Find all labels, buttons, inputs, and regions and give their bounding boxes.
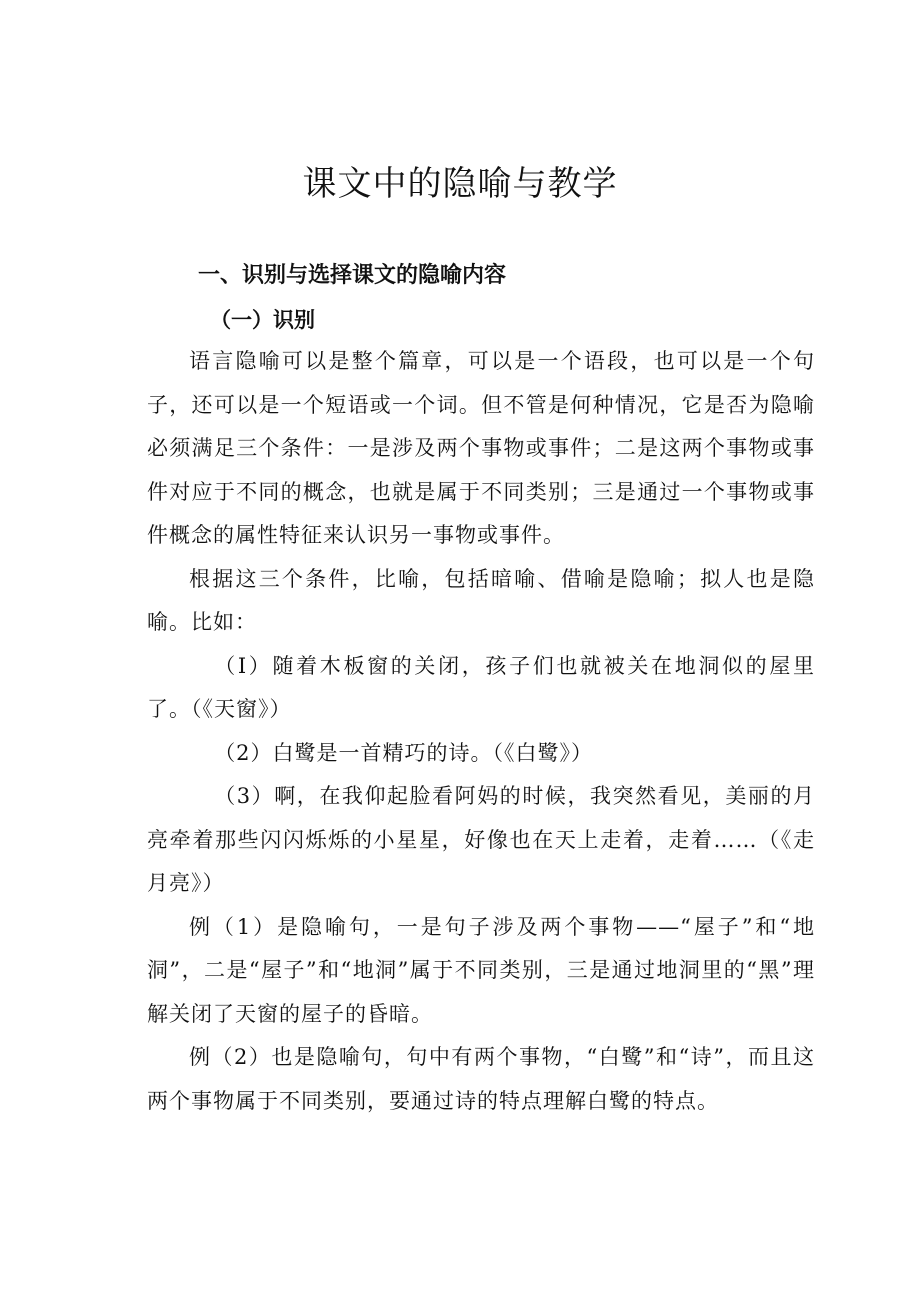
example-3: （3）啊，在我仰起脸看阿妈的时候，我突然看见，美丽的月亮牵着那些闪闪烁烁的小星星，好像也在天上走着，走着……（《走月亮》） xyxy=(147,784,815,895)
example-2: （2）白鹭是一首精巧的诗。（《白鹭》） xyxy=(214,740,594,765)
section-heading: 一、识别与选择课文的隐喻内容 xyxy=(198,263,507,288)
subsection-heading: （一）识别 xyxy=(210,307,315,332)
document-body xyxy=(147,340,815,1123)
page-title: 课文中的隐喻与教学 xyxy=(302,164,618,204)
paragraph-intro-examples: 根据这三个条件，比喻，包括暗喻、借喻是隐喻；拟人也是隐喻。比如： xyxy=(147,566,815,634)
paragraph-analysis-1: 例（1）是隐喻句，一是句子涉及两个事物——“屋子”和“地洞”，二是“屋子”和“地洞”属于不同类别，三是通过地洞里的“黑”理解关闭了天窗的屋子的昏暗。 xyxy=(147,914,815,1026)
example-1: （I）随着木板窗的关闭，孩子们也就被关在地洞似的屋里了。（《天窗》） xyxy=(147,653,815,721)
paragraph-conditions: 语言隐喻可以是整个篇章，可以是一个语段，也可以是一个句子，还可以是一个短语或一个词。但不管是何种情况，它是否为隐喻必须满足三个条件：一是涉及两个事物或事件；二是这两个事物或事件对应于不同的概念，也就是属于不同类别；三是通过一个事物或事件概念的属性特征来认识另一事物或事件。 xyxy=(147,349,815,547)
paragraph-analysis-2: 例（2）也是隐喻句，句中有两个事物，“白鹭”和“诗”，而且这两个事物属于不同类别，要通过诗的特点理解白鹭的特点。 xyxy=(147,1045,815,1113)
